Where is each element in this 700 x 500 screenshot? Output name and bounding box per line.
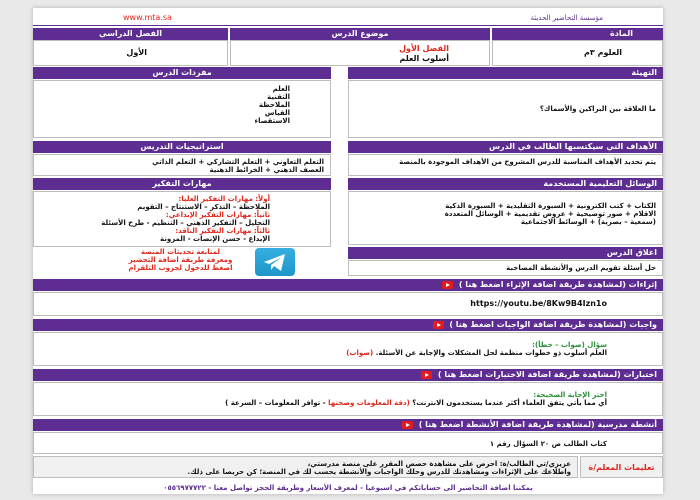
vocab-item: التقنية: [267, 93, 290, 101]
activities-header: [33, 419, 663, 431]
resources-line: الاقلام + صور توضيحية + عروض تقديمية + الوسائل المتعددة: [444, 210, 656, 218]
skills-line: التحليل – التفكير الذهني – التنظيم - طرح الأسئلة: [101, 219, 270, 227]
teacher-instructions: [33, 456, 578, 478]
semester-value: الأول: [33, 40, 228, 66]
teacher-label: تعليمات المعلم/ة: [580, 456, 663, 478]
youtube-icon[interactable]: [442, 281, 453, 289]
document-paper: [33, 8, 663, 494]
closing-text: حل أسئلة تقويم الدرس والأنشطة المصاحبة: [348, 260, 663, 276]
youtube-icon[interactable]: [421, 371, 432, 379]
tests-question-text: أي مما يأتي يتفق العلماء أكثر عندما يستخدمون الانترنت؟: [412, 399, 607, 407]
topic-value: أسلوب العلم: [399, 54, 449, 63]
top-divider: [33, 25, 663, 26]
telegram-line: ومعرفة طريقة اضافة التحضير: [128, 256, 233, 264]
objectives-header: الأهداف التي سيكتسبها الطالب في الدرس: [348, 141, 663, 153]
vocab-item: العلم: [272, 85, 290, 93]
tests-title: اختبارات: [623, 370, 657, 379]
homework-question-text: العلم أسلوب ذو خطوات منظمة لحل المشكلات والإجابة عن الأسئلة.: [375, 349, 607, 357]
org-name: مؤسسة التحاضير الحديثة: [530, 14, 603, 22]
vocab-item: الملاحظة: [258, 101, 290, 109]
resources-header: الوسائل التعليمية المستخدمة: [348, 178, 663, 190]
telegram-icon[interactable]: [255, 248, 295, 276]
vocab-list: [33, 80, 331, 138]
warmup-text: ما العلاقة بين البراكين والأسماك؟: [348, 80, 663, 138]
tests-box: [33, 382, 663, 416]
skills-heading: أولاً: مهارات التفكير العليا:: [178, 195, 270, 203]
vocab-item: الاستقصاء: [254, 117, 290, 125]
tests-question: [40, 399, 607, 407]
vocab-header: مفردات الدرس: [33, 67, 331, 79]
tests-link[interactable]: (لمشاهدة طريقة اضافة الاختبارات اضغط هنا ): [437, 370, 621, 379]
strategies-box: [33, 154, 331, 176]
skills-line: الملاحظة – التذكر – الاستنتاج – التقويم: [137, 203, 270, 211]
tests-question-label: اختر الإجابة الصحيحة:: [533, 391, 607, 399]
subject-header: المادة: [492, 28, 663, 40]
topic-cell: [230, 40, 490, 66]
activities-title: أنشطة مدرسية: [597, 420, 657, 429]
telegram-promo[interactable]: [33, 248, 331, 278]
tests-answer: (دقة المعلومات وصحتها: [328, 399, 410, 407]
strategies-header: استراتيجيات التدريس: [33, 141, 331, 153]
homework-question: [40, 349, 607, 357]
teacher-line: عزيزي/تي الطالب/ة: احرص على مشاهدة حصص المقرر على منصة مدرستي،: [307, 460, 571, 468]
resources-line: (سمعية – بصرية) + الوسائط الاجتماعية: [520, 218, 656, 226]
telegram-line: لمتابعة تحديثات المنصة: [140, 248, 221, 256]
footer-note[interactable]: يمكننا اضافة التحاضير الى حساباتكم في اسبوعيا - لمعرف الأسعار وطريقة الحجز تواصل معنا - ٠٥٥٦٩٧٧٧٢٢: [163, 484, 533, 492]
homework-box: [33, 332, 663, 366]
site-url[interactable]: www.mta.sa: [123, 13, 172, 22]
enrichment-link[interactable]: (لمشاهدة طريقة اضافة الإثراء اضغط هنا ): [458, 280, 626, 289]
telegram-line: اضغط للدخول لجروب التلقرام: [128, 264, 233, 272]
vocab-item: القياس: [264, 109, 290, 117]
telegram-text[interactable]: [113, 248, 248, 272]
strategies-line: العصف الذهني + الخرائط الذهنية: [209, 166, 324, 174]
tests-header: [33, 369, 663, 381]
youtube-icon[interactable]: [402, 421, 413, 429]
objectives-text: يتم تحديد الأهداف المناسبة للدرس المشروح من الأهداف الموجودة بالمنصة: [348, 154, 663, 176]
enrichment-header: [33, 279, 663, 291]
closing-header: اغلاق الدرس: [348, 247, 663, 259]
semester-header: الفصل الدراسي: [33, 28, 228, 40]
enrichment-title: إثراءات: [628, 280, 657, 289]
teacher-line: واطلاعك على الإثراءات ومشاهدتك للدرس وحلك الواجبات والأنشطة يحسب لك في المنصة؛ كن حريصا على ذلك.: [187, 468, 571, 476]
topic-chapter: الفصل الأول: [399, 44, 449, 53]
homework-title: واجبات: [629, 320, 657, 329]
strategies-line: التعلم التعاوني + التعلم التشاركي + التعلم الذاتي: [152, 158, 324, 166]
skills-heading: ثانياً: مهارات التفكير الإبداعي:: [165, 211, 270, 219]
resources-box: [348, 191, 663, 245]
youtube-icon[interactable]: [433, 321, 444, 329]
subject-value: العلوم ٣م: [492, 40, 663, 66]
homework-link[interactable]: (لمشاهدة طريقة اضافة الواجبات اضغط هنا ): [449, 320, 627, 329]
topic-header: موضوع الدرس: [230, 28, 490, 40]
tests-options: - توافر المعلومات – السرعة ): [225, 399, 326, 407]
homework-answer: (صواب): [346, 349, 374, 357]
warmup-header: التهيئة: [348, 67, 663, 79]
activities-link[interactable]: (لمشاهدة طريقة اضافة الأنشطة اضغط هنا ): [418, 420, 595, 429]
skills-box: [33, 191, 331, 247]
homework-question-label: سؤال (صواب – خطأ):: [532, 341, 607, 349]
skills-header: مهارات التفكير: [33, 178, 331, 190]
resources-line: الكتاب + كتب الكترونية + السبورة التقليدية + السبورة الذكية: [445, 202, 656, 210]
activities-text: كتاب الطالب ص ٢٠ السؤال رقم ١: [33, 432, 663, 454]
homework-header: [33, 319, 663, 331]
skills-line: الإبداع - حسن الإنصات - المرونة: [159, 235, 270, 243]
skills-heading: ثالثاً: مهارات التفكير الناقد:: [175, 227, 270, 235]
enrichment-url[interactable]: https://youtu.be/8Kw9B4Izn1o: [33, 292, 663, 316]
